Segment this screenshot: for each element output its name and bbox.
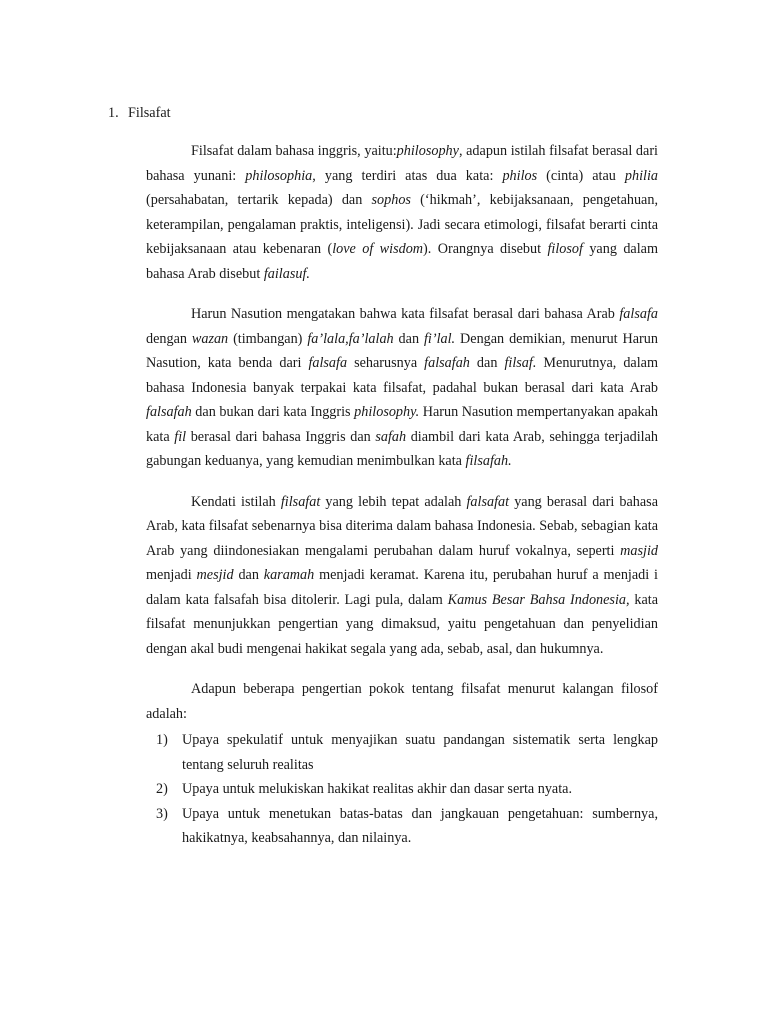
text-run: Kendati istilah bbox=[191, 493, 281, 510]
paragraph-harun-nasution bbox=[146, 302, 658, 474]
text-run: , adapun istilah filsafat berasal dari bahasa yunani: bbox=[146, 143, 658, 184]
text-run: Filsafat dalam bahasa inggris, yaitu: bbox=[191, 143, 397, 159]
list-marker: 2) bbox=[156, 781, 168, 797]
paragraph-pengertian-intro bbox=[146, 677, 658, 726]
text-run: kata filsafat menunjukkan pengertian yang dimaksud, yaitu pengetahuan dan penyelidian dengan akal budi mengenai hakikat segala yang ada, sebab, asal, dan hukumnya. bbox=[146, 591, 658, 657]
italic-term: philos bbox=[502, 167, 538, 184]
paragraph-definition bbox=[146, 139, 658, 286]
list-item bbox=[146, 728, 658, 777]
text-run: yang lebih tepat adalah bbox=[320, 493, 467, 510]
section-number: 1. bbox=[108, 105, 119, 121]
text-run: dengan bbox=[146, 330, 192, 347]
italic-term: philosophia bbox=[245, 167, 313, 184]
italic-term: philosophy. bbox=[354, 404, 420, 420]
italic-term: wazan bbox=[191, 330, 229, 347]
italic-term: karamah bbox=[263, 567, 315, 583]
definition-list bbox=[146, 728, 658, 851]
italic-term: masjid bbox=[620, 542, 658, 559]
text-run: Harun Nasution mempertanyakan apakah kata bbox=[146, 404, 658, 445]
italic-term: falsafat bbox=[466, 493, 510, 510]
italic-term: falsafa bbox=[619, 306, 658, 322]
text-run: menjadi bbox=[146, 567, 197, 583]
italic-term: philosophy bbox=[396, 143, 459, 159]
text-run: (persahabatan, tertarik kepada) dan bbox=[146, 192, 372, 208]
italic-term: fil bbox=[174, 428, 187, 445]
text-run: (‘hikmah’, kebijaksanaan, pengetahuan, keterampilan, pengalaman praktis, inteligensi). Jadi secara etimologi, filsafat berarti cinta kebijaksanaan atau kebenaran ( bbox=[146, 192, 658, 257]
list-item-text: Upaya untuk menetukan batas-batas dan jangkauan pengetahuan: sumbernya, hakikatnya, keabsahannya, dan nilainya. bbox=[182, 805, 658, 846]
italic-term: falsafah bbox=[146, 404, 192, 420]
text-run: seharusnya bbox=[347, 355, 425, 371]
list-item bbox=[146, 802, 658, 851]
list-item-text: Upaya spekulatif untuk menyajikan suatu pandangan sistematik serta lengkap tentang seluruh realitas bbox=[182, 732, 658, 773]
italic-term: fi’lal. bbox=[423, 330, 456, 347]
list-marker: 1) bbox=[156, 732, 168, 748]
italic-term: failasuf. bbox=[263, 265, 310, 282]
italic-term: sophos bbox=[371, 192, 411, 208]
italic-term: filsafah. bbox=[465, 453, 512, 469]
text-run: dan bbox=[233, 567, 264, 583]
text-run: ). Orangnya disebut bbox=[423, 241, 548, 257]
text-run: , yang terdiri atas dua kata: bbox=[312, 167, 503, 184]
text-run: Dengan demikian, menurut Harun Nasution, kata benda dari bbox=[146, 330, 658, 371]
text-run: dan bbox=[393, 330, 424, 347]
text-run: (cinta) atau bbox=[537, 167, 625, 184]
paragraph-kendati bbox=[146, 490, 658, 662]
list-marker: 3) bbox=[156, 805, 168, 822]
section-title: Filsafat bbox=[128, 105, 171, 121]
italic-term: filosof bbox=[547, 241, 583, 257]
italic-term: filsafat bbox=[280, 493, 321, 510]
italic-term: falsafa bbox=[308, 355, 348, 371]
italic-term: falsafah bbox=[424, 355, 470, 371]
list-item-text: Upaya untuk melukiskan hakikat realitas akhir dan dasar serta nyata. bbox=[182, 781, 573, 797]
text-run: dan bukan dari kata Inggris bbox=[191, 404, 355, 420]
text-run: yang berasal dari bahasa Arab, kata filsafat sebenarnya bisa diterima dalam bahasa Indonesia. Sebab, sebagian kata Arab yang diindonesiakan mengalami perubahan dalam huruf vokalnya, seperti bbox=[146, 493, 658, 559]
text-run: diambil dari kata Arab, sehingga terjadilah gabungan keduanya, yang kemudian menimbulkan kata bbox=[146, 428, 658, 469]
text-run: menjadi keramat. Karena itu, perubahan huruf a menjadi i dalam kata falsafah bisa ditolerir. Lagi pula, dalam bbox=[146, 567, 658, 608]
italic-term: philia bbox=[624, 167, 659, 184]
text-run: dan bbox=[469, 355, 505, 371]
text-run: (timbangan) bbox=[228, 330, 308, 347]
italic-term: safah bbox=[375, 428, 407, 445]
italic-term: mesjid bbox=[196, 567, 234, 583]
text-run: Adapun beberapa pengertian pokok tentang filsafat menurut kalangan filosof adalah: bbox=[146, 681, 658, 722]
section-heading bbox=[108, 102, 171, 124]
italic-term: filsaf. bbox=[504, 355, 537, 371]
italic-term: fa’lala,fa’lalah bbox=[307, 330, 394, 347]
text-run: berasal dari bahasa Inggris dan bbox=[186, 428, 376, 445]
text-run: Menurutnya, dalam bahasa Indonesia banyak terpakai kata filsafat, padahal bukan berasal dari kata Arab bbox=[146, 355, 658, 396]
italic-term: love of wisdom bbox=[332, 241, 424, 257]
text-run: yang dalam bahasa Arab disebut bbox=[146, 241, 658, 282]
document-body bbox=[146, 139, 658, 851]
text-run: Harun Nasution mengatakan bahwa kata filsafat berasal dari bahasa Arab bbox=[191, 306, 620, 322]
italic-term: Kamus Besar Bahsa Indonesia, bbox=[447, 591, 630, 608]
list-item bbox=[146, 777, 658, 802]
